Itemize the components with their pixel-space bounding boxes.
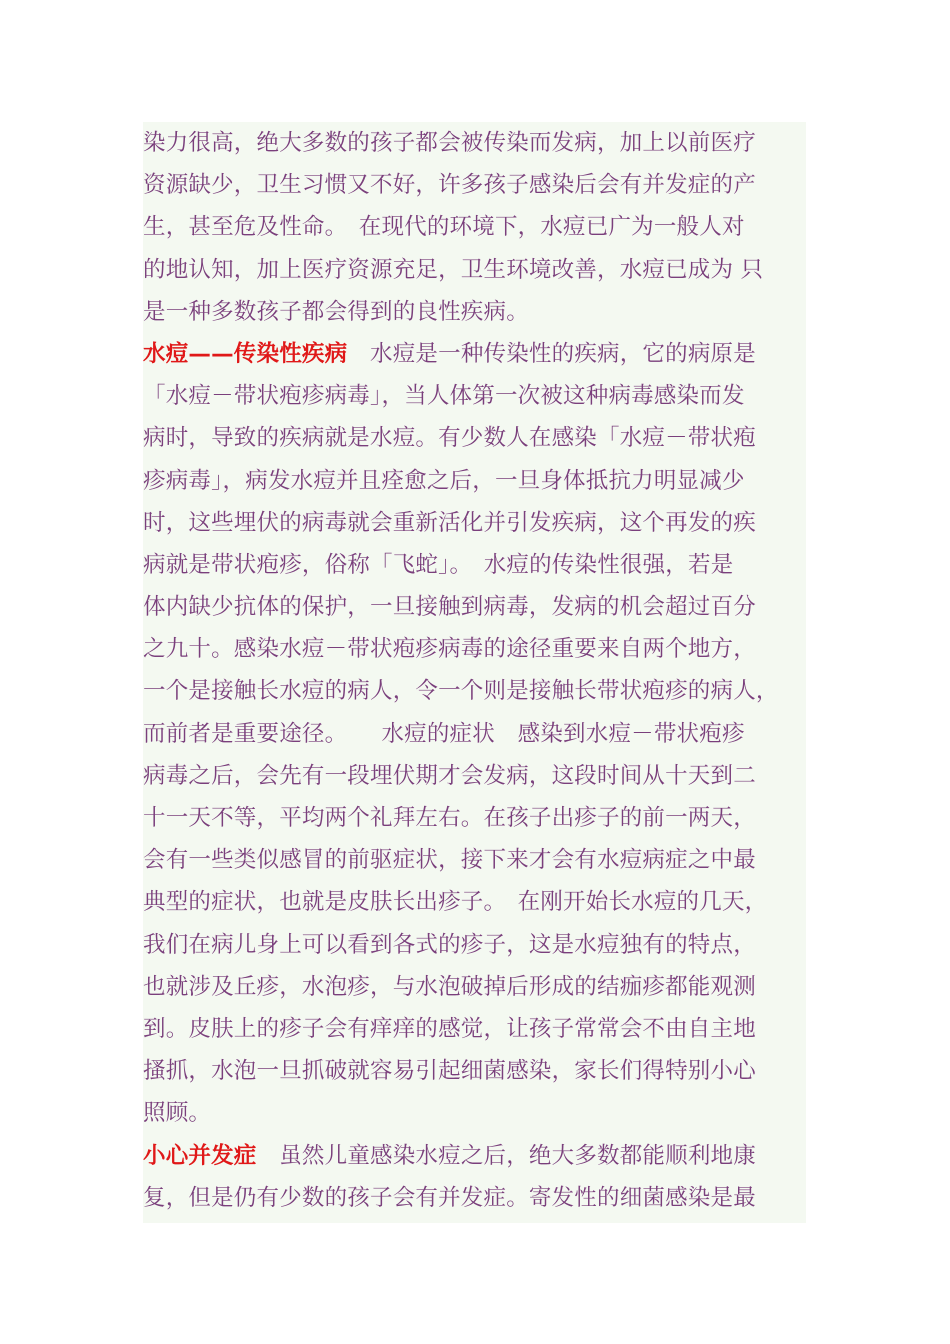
text-line: 我们在病儿身上可以看到各式的疹子，这是水痘独有的特点， [143,931,756,958]
text-line: 病就是带状疱疹，俗称「飞蛇」。 水痘的传染性很强，若是 [143,551,734,578]
text-line: 之九十。感染水痘－带状疱疹病毒的途径重要来自两个地方， [143,636,756,663]
text-line: 的地认知，加上医疗资源充足，卫生环境改善，水痘已成为 只 [143,256,764,283]
text-line: 而前者是重要途径。 水痘的症状 感染到水痘－带状疱疹 [143,720,745,747]
text-line: 体内缺少抗体的保护，一旦接触到病毒，发病的机会超过百分 [143,594,756,621]
text-line: 疹病毒」，病发水痘并且痊愈之后，一旦身体抵抗力明显减少 [143,467,745,494]
text-line: 搔抓，水泡一旦抓破就容易引起细菌感染，家长们得特别小心 [143,1058,756,1085]
text-line: 也就涉及丘疹，水泡疹，与水泡破掉后形成的结痂疹都能观测 [143,973,756,1000]
text-line: 到。皮肤上的疹子会有痒痒的感觉，让孩子常常会不由自主地 [143,1015,756,1042]
text-line: 生，甚至危及性命。 在现代的环境下，水痘已广为一般人对 [143,214,745,241]
text-line: 资源缺少，卫生习惯又不好，许多孩子感染后会有并发症的产 [143,172,756,199]
text-line: 复，但是仍有少数的孩子会有并发症。寄发性的细菌感染是最 [143,1184,756,1211]
section-first-line [143,1135,806,1177]
text-line: 会有一些类似感冒的前驱症状，接下来才会有水痘病症之中最 [143,847,756,874]
text-line: 是一种多数孩子都会得到的良性疾病。 [143,298,529,325]
text-line: 时，这些埋伏的病毒就会重新活化并引发疾病，这个再发的疾 [143,509,756,536]
text-fragment: 水痘是一种传染性的疾病，它的病原是 [347,340,756,367]
text-line: 「水痘－带状疱疹病毒」，当人体第一次被这种病毒感染而发 [143,383,745,410]
text-line: 十一天不等，平均两个礼拜左右。在孩子出疹子的前一两天， [143,805,756,831]
text-line: 照顾。 [143,1100,212,1127]
document-body [143,122,806,1223]
text-line: 典型的症状，也就是皮肤长出疹子。 在刚开始长水痘的几天， [143,889,768,916]
section-heading: 水痘——传染性疾病 [143,340,348,367]
section-heading: 小心并发症 [143,1142,257,1169]
text-line: 染力很高，绝大多数的孩子都会被传染而发病，加上以前医疗 [143,130,756,156]
paragraph-intro [143,122,806,333]
text-fragment: 虽然儿童感染水痘之后，绝大多数都能顺利地康 [256,1142,756,1169]
section-infectious-disease [143,333,806,1135]
text-line: 病时，导致的疾病就是水痘。有少数人在感染「水痘－带状疱 [143,425,756,452]
section-complications [143,1135,806,1219]
text-line: 一个是接触长水痘的病人，令一个则是接触长带状疱疹的病人， [143,678,779,705]
section-first-line [143,333,806,375]
text-line: 病毒之后，会先有一段埋伏期才会发病，这段时间从十天到二 [143,762,756,789]
